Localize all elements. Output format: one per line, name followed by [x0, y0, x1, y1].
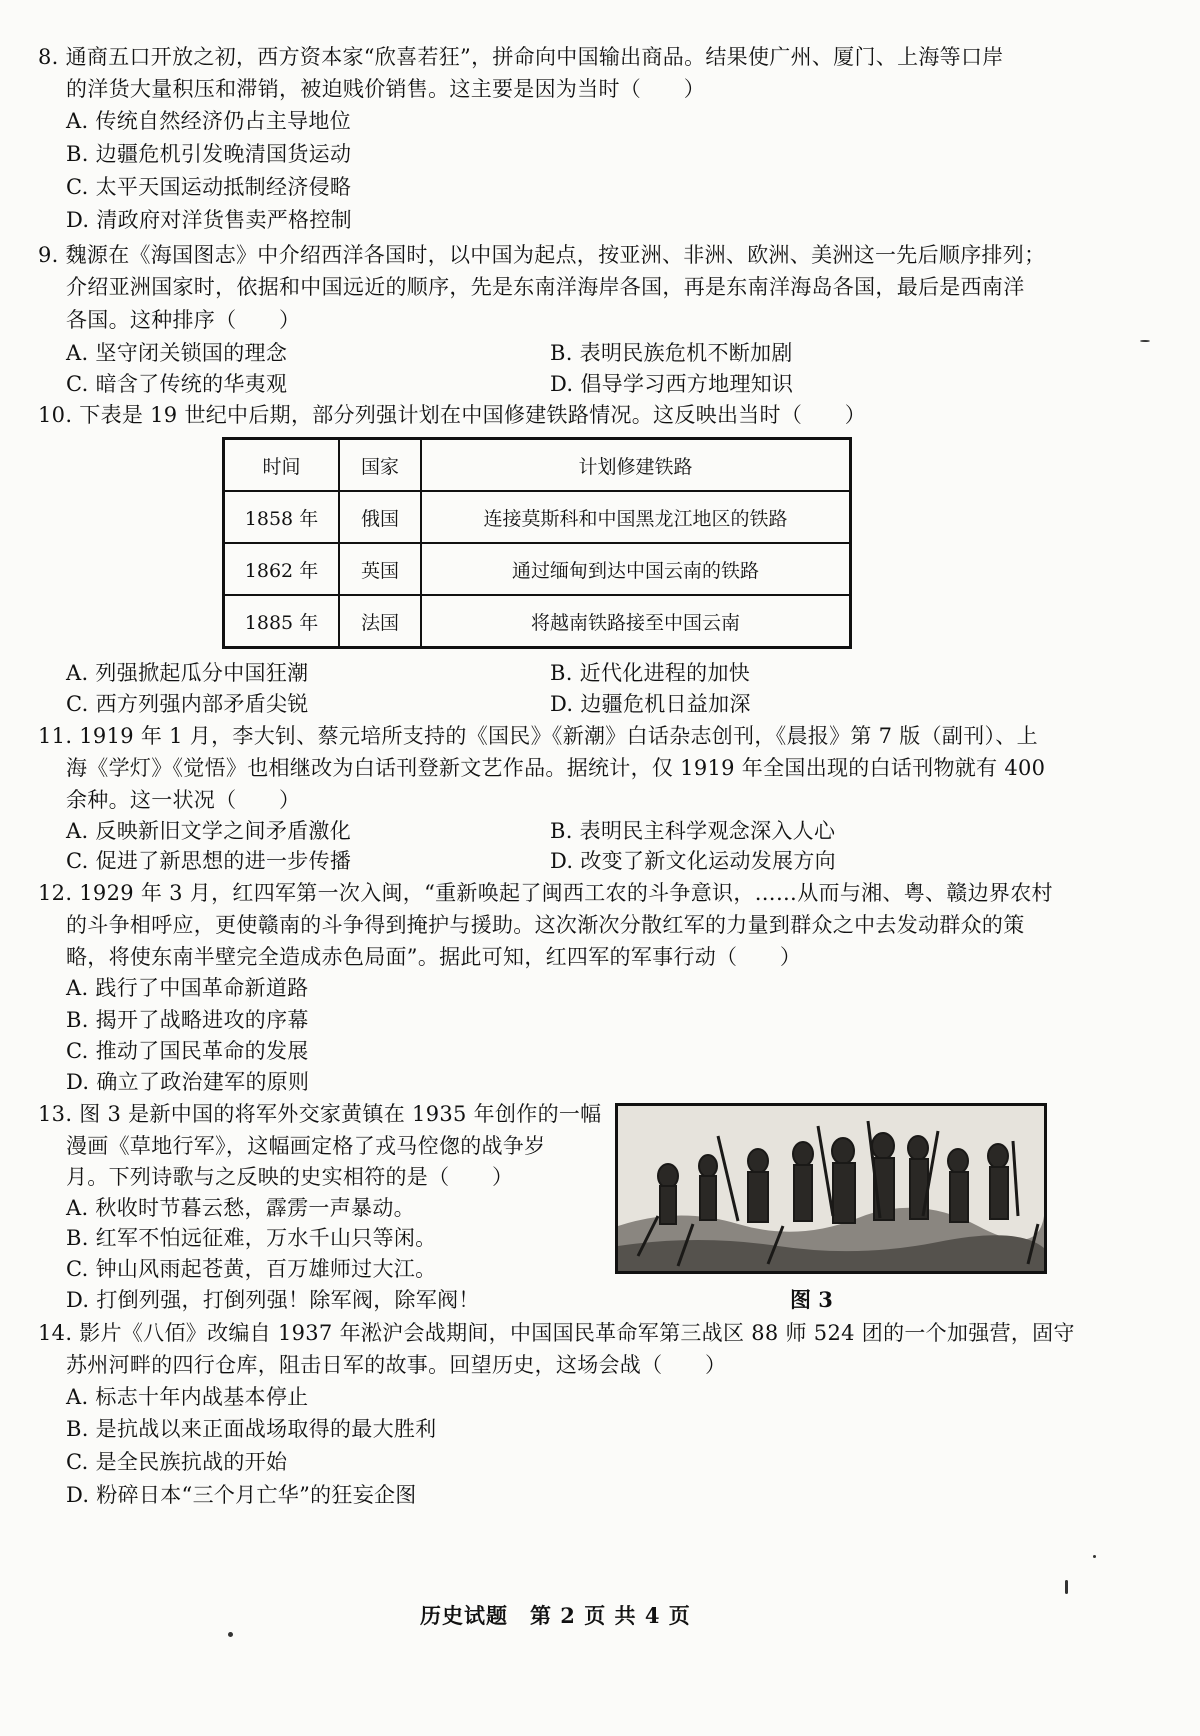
q9-stem-line-2: 介绍亚洲国家时，依据和中国远近的顺序，先是东南洋海岸各国，再是东南洋海岛各国，最后是西南洋	[66, 275, 1025, 299]
q11-option-b: B. 表明民主科学观念深入人心	[550, 819, 836, 843]
table-row	[224, 543, 851, 595]
q10-stem: 10. 下表是 19 世纪中后期，部分列强计划在中国修建铁路情况。这反映出当时（ ）	[38, 403, 867, 427]
table-cell: 俄国	[339, 491, 421, 543]
q12-stem-line-2: 的斗争相呼应，更使赣南的斗争得到掩护与援助。这次渐次分散红军的力量到群众之中去发动群众的策	[66, 913, 1025, 937]
q11-stem-line-2: 海《学灯》《觉悟》也相继改为白话刊登新文艺作品。据统计，仅 1919 年全国出现的白话刊物就有 400	[66, 756, 1046, 780]
scan-speck	[1093, 1555, 1096, 1558]
scan-speck	[1140, 340, 1150, 342]
q9-option-a: A. 坚守闭关锁国的理念	[66, 341, 288, 365]
q8-option-b: B. 边疆危机引发晚清国货运动	[66, 142, 352, 166]
table-cell: 连接莫斯科和中国黑龙江地区的铁路	[421, 491, 851, 543]
table-header-cell: 计划修建铁路	[421, 439, 851, 492]
q14-option-c: C. 是全民族抗战的开始	[66, 1450, 288, 1474]
q8-option-a: A. 传统自然经济仍占主导地位	[66, 109, 352, 133]
table-cell: 1858 年	[224, 491, 340, 543]
q12-option-b: B. 揭开了战略进攻的序幕	[66, 1008, 309, 1032]
q13-option-d: D. 打倒列强，打倒列强！除军阀，除军阀！	[66, 1288, 480, 1312]
table-row	[224, 491, 851, 543]
q12-option-c: C. 推动了国民革命的发展	[66, 1039, 309, 1063]
q10-option-c: C. 西方列强内部矛盾尖锐	[66, 692, 309, 716]
q9-option-b: B. 表明民族危机不断加剧	[550, 341, 793, 365]
page-footer: 历史试题 第 2 页 共 4 页	[420, 1603, 691, 1628]
q10-option-a: A. 列强掀起瓜分中国狂潮	[66, 661, 309, 685]
q9-stem-line-3: 各国。这种排序（ ）	[66, 308, 301, 332]
table-cell: 通过缅甸到达中国云南的铁路	[421, 543, 851, 595]
q13-option-c: C. 钟山风雨起苍黄，百万雄师过大江。	[66, 1257, 437, 1281]
q11-option-d: D. 改变了新文化运动发展方向	[550, 849, 836, 873]
scan-speck	[228, 1632, 233, 1637]
q8-stem-line-1: 8. 通商五口开放之初，西方资本家“欣喜若狂”，拼命向中国输出商品。结果使广州、厦门、上海等口岸	[38, 45, 1004, 69]
q9-stem-line-1: 9. 魏源在《海国图志》中介绍西洋各国时，以中国为起点，按亚洲、非洲、欧洲、美洲这一先后顺序排列；	[38, 243, 1046, 267]
q13-stem-line-3: 月。下列诗歌与之反映的史实相符的是（ ）	[66, 1165, 514, 1189]
table-header-row	[224, 439, 851, 492]
q11-stem-line-1: 11. 1919 年 1 月，李大钊、蔡元培所支持的《国民》《新潮》白话杂志创刊，《晨报》第 7 版（副刊）、上	[38, 724, 1038, 748]
q11-option-a: A. 反映新旧文学之间矛盾激化	[66, 819, 352, 843]
q11-stem-line-3: 余种。这一状况（ ）	[66, 788, 301, 812]
table-cell: 1862 年	[224, 543, 340, 595]
table-cell: 英国	[339, 543, 421, 595]
q9-option-c: C. 暗含了传统的华夷观	[66, 372, 288, 396]
q14-option-a: A. 标志十年内战基本停止	[66, 1385, 309, 1409]
q12-option-d: D. 确立了政治建军的原则	[66, 1070, 310, 1094]
table-cell: 1885 年	[224, 595, 340, 648]
table-header-cell: 时间	[224, 439, 340, 492]
q9-option-d: D. 倡导学习西方地理知识	[550, 372, 794, 396]
q13-option-a: A. 秋收时节暮云愁，霹雳一声暴动。	[66, 1196, 415, 1220]
q12-option-a: A. 践行了中国革命新道路	[66, 976, 309, 1000]
q11-option-c: C. 促进了新思想的进一步传播	[66, 849, 352, 873]
q14-option-d: D. 粉碎日本“三个月亡华”的狂妄企图	[66, 1483, 417, 1507]
table-header-cell: 国家	[339, 439, 421, 492]
q13-option-b: B. 红军不怕远征难，万水千山只等闲。	[66, 1226, 437, 1250]
marching-soldiers-illustration	[618, 1106, 1044, 1271]
table-cell: 将越南铁路接至中国云南	[421, 595, 851, 648]
table-row	[224, 595, 851, 648]
q8-option-d: D. 清政府对洋货售卖严格控制	[66, 208, 352, 232]
q13-stem-line-2: 漫画《草地行军》，这幅画定格了戎马倥偬的战争岁	[66, 1134, 546, 1158]
q8-option-c: C. 太平天国运动抵制经济侵略	[66, 175, 352, 199]
table-cell: 法国	[339, 595, 421, 648]
q10-option-b: B. 近代化进程的加快	[550, 661, 751, 685]
q14-stem-line-1: 14. 影片《八佰》改编自 1937 年淞沪会战期间，中国国民革命军第三战区 88 师 524 团的一个加强营，固守	[38, 1321, 1075, 1345]
q12-stem-line-3: 略，将使东南半壁完全造成赤色局面”。据此可知，红四军的军事行动（ ）	[66, 945, 802, 969]
scan-speck	[1065, 1580, 1068, 1594]
figure-caption: 图 3	[790, 1287, 833, 1312]
q8-stem-line-2: 的洋货大量积压和滞销，被迫贱价销售。这主要是因为当时（ ）	[66, 77, 705, 101]
figure-3-cartoon	[615, 1103, 1047, 1274]
railway-plan-table	[222, 437, 852, 649]
q14-option-b: B. 是抗战以来正面战场取得的最大胜利	[66, 1417, 437, 1441]
q12-stem-line-1: 12. 1929 年 3 月，红四军第一次入闽，“重新唤起了闽西工农的斗争意识，……从而与湘、粤、赣边界农村	[38, 881, 1053, 905]
q10-option-d: D. 边疆危机日益加深	[550, 692, 751, 716]
q13-stem-line-1: 13. 图 3 是新中国的将军外交家黄镇在 1935 年创作的一幅	[38, 1102, 602, 1126]
q14-stem-line-2: 苏州河畔的四行仓库，阻击日军的故事。回望历史，这场会战（ ）	[66, 1353, 727, 1377]
